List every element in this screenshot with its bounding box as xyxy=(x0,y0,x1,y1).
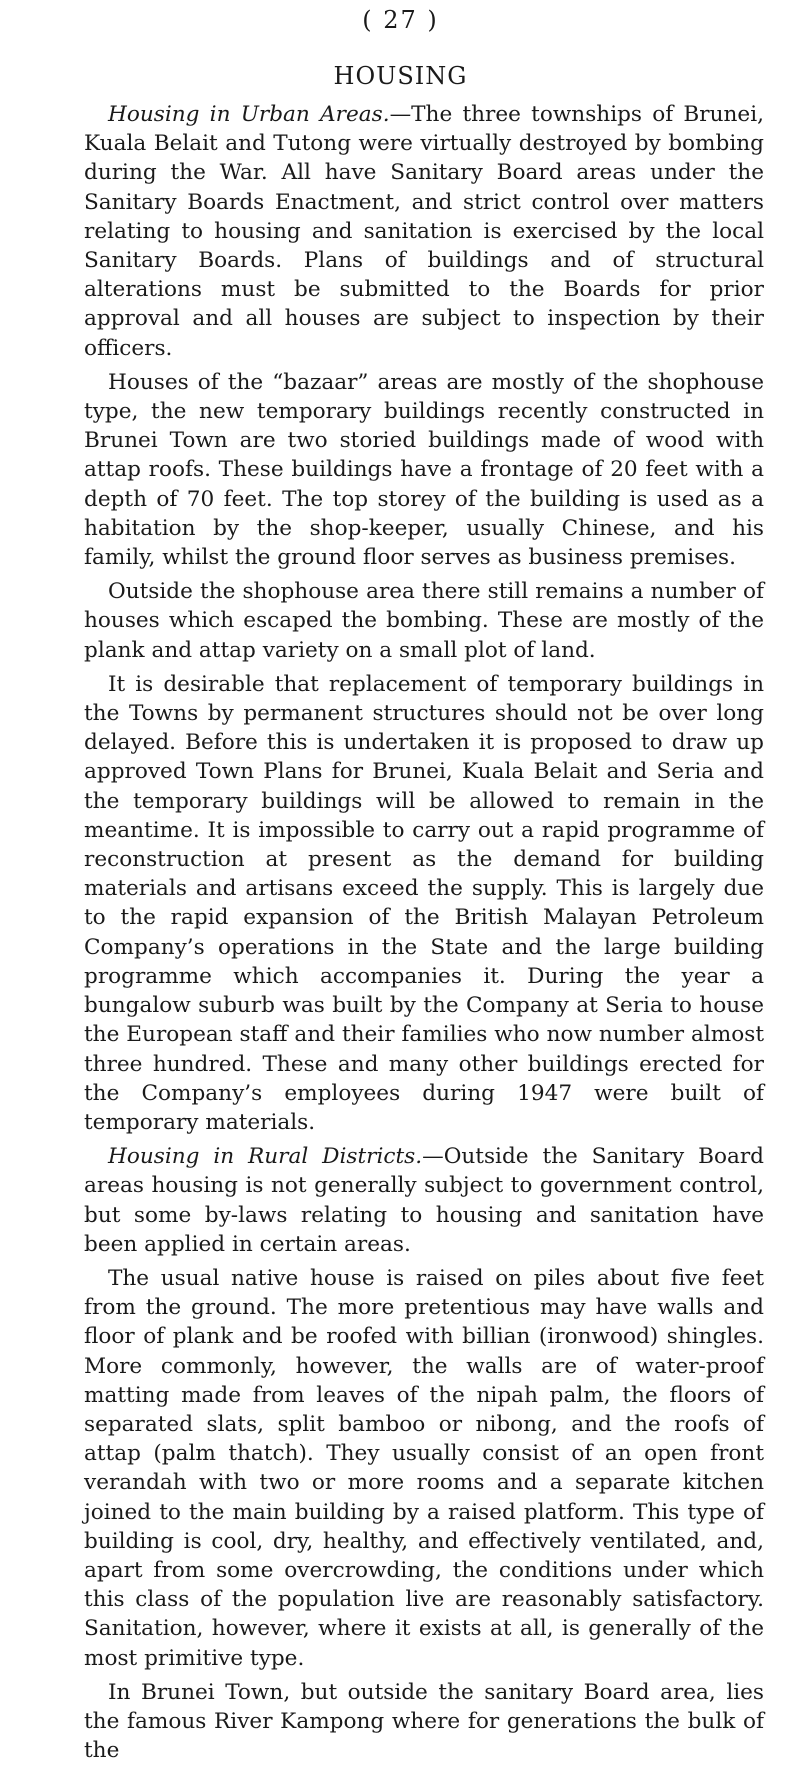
body-text xyxy=(84,100,764,1770)
paragraph-text: Outside the shophouse area there still remains a number of houses which escaped the bombing. These are mostly of the plank and attap variety on a small plot of land. xyxy=(84,579,764,663)
paragraph-lead: Housing in Urban Areas. xyxy=(108,102,390,127)
paragraph-rural-housing xyxy=(84,1142,764,1259)
paragraph-outside-shophouse xyxy=(84,577,764,665)
paragraph-text: Houses of the “bazaar” areas are mostly of the shophouse type, the new temporary buildings recently constructed in Brunei Town are two storied buildings made of wood with attap roofs. These buildings have a frontage of 20 feet with a depth of 70 feet. The top storey of the building is used as a habitation by the shop-keeper, usually Chinese, and his family, whilst the ground floor serves as business premises. xyxy=(84,369,764,571)
section-heading: HOUSING xyxy=(333,62,468,90)
paragraph-text: —Outside the Sanitary Board areas housing is not generally subject to government control, but some by-laws relating to housing and sanitation have been applied in certain areas. xyxy=(84,1144,764,1257)
paragraph-text: It is desirable that replacement of temporary buildings in the Towns by permanent structures should not be over long delayed. Before this is undertaken it is proposed to draw up approved Town Plans for Brunei, Kuala Belait and Seria and the temporary buildings will be allowed to remain in the meantime. It is impossible to carry out a rapid programme of reconstruction at present as the demand for building materials and artisans exceed the supply. This is largely due to the rapid expansion of the British Malayan Petroleum Company’s operations in the State and the large building programme which accompanies it. During the year a bungalow suburb was built by the Company at Seria to house the European staff and their families who now number almost three hundred. These and many other buildings erected for the Company’s employees during 1947 were built of temporary materials. xyxy=(84,671,764,1135)
paragraph-bazaar-houses xyxy=(84,368,764,572)
paragraph-text: The usual native house is raised on piles about five feet from the ground. The more pretentious may have walls and floor of plank and be roofed with billian (ironwood) shingles. More commonly, however, the walls are of water-proof matting made from leaves of the nipah palm, the floors of separated slats, split bamboo or nibong, and the roofs of attap (palm thatch). They usually consist of an open front verandah with two or more rooms and a separate kitchen joined to the main building by a raised platform. This type of building is cool, dry, healthy, and effectively ventilated, and, apart from some overcrowding, the conditions under which this class of the population live are reasonably satisfactory. Sanitation, however, where it exists at all, is generally of the most primitive type. xyxy=(84,1265,764,1671)
paragraph-text: In Brunei Town, but outside the sanitary Board area, lies the famous River Kampong where for generations the bulk of the xyxy=(84,1679,764,1764)
paragraph-river-kampong xyxy=(84,1678,764,1766)
paragraph-text: —The three townships of Brunei, Kuala Belait and Tutong were virtually destroyed by bombing during the War. All have Sanitary Board areas under the Sanitary Boards Enactment, and strict control over matters relating to housing and sanitation is exercised by the local Sanitary Boards. Plans of buildings and of structural alterations must be submitted to the Boards for prior approval and all houses are subject to inspection by their officers. xyxy=(84,102,764,361)
paragraph-urban-housing xyxy=(84,100,764,363)
paragraph-native-house xyxy=(84,1264,764,1673)
paragraph-replacement xyxy=(84,670,764,1137)
paragraph-lead: Housing in Rural Districts. xyxy=(108,1144,423,1170)
page-number: ( 27 ) xyxy=(362,6,439,34)
